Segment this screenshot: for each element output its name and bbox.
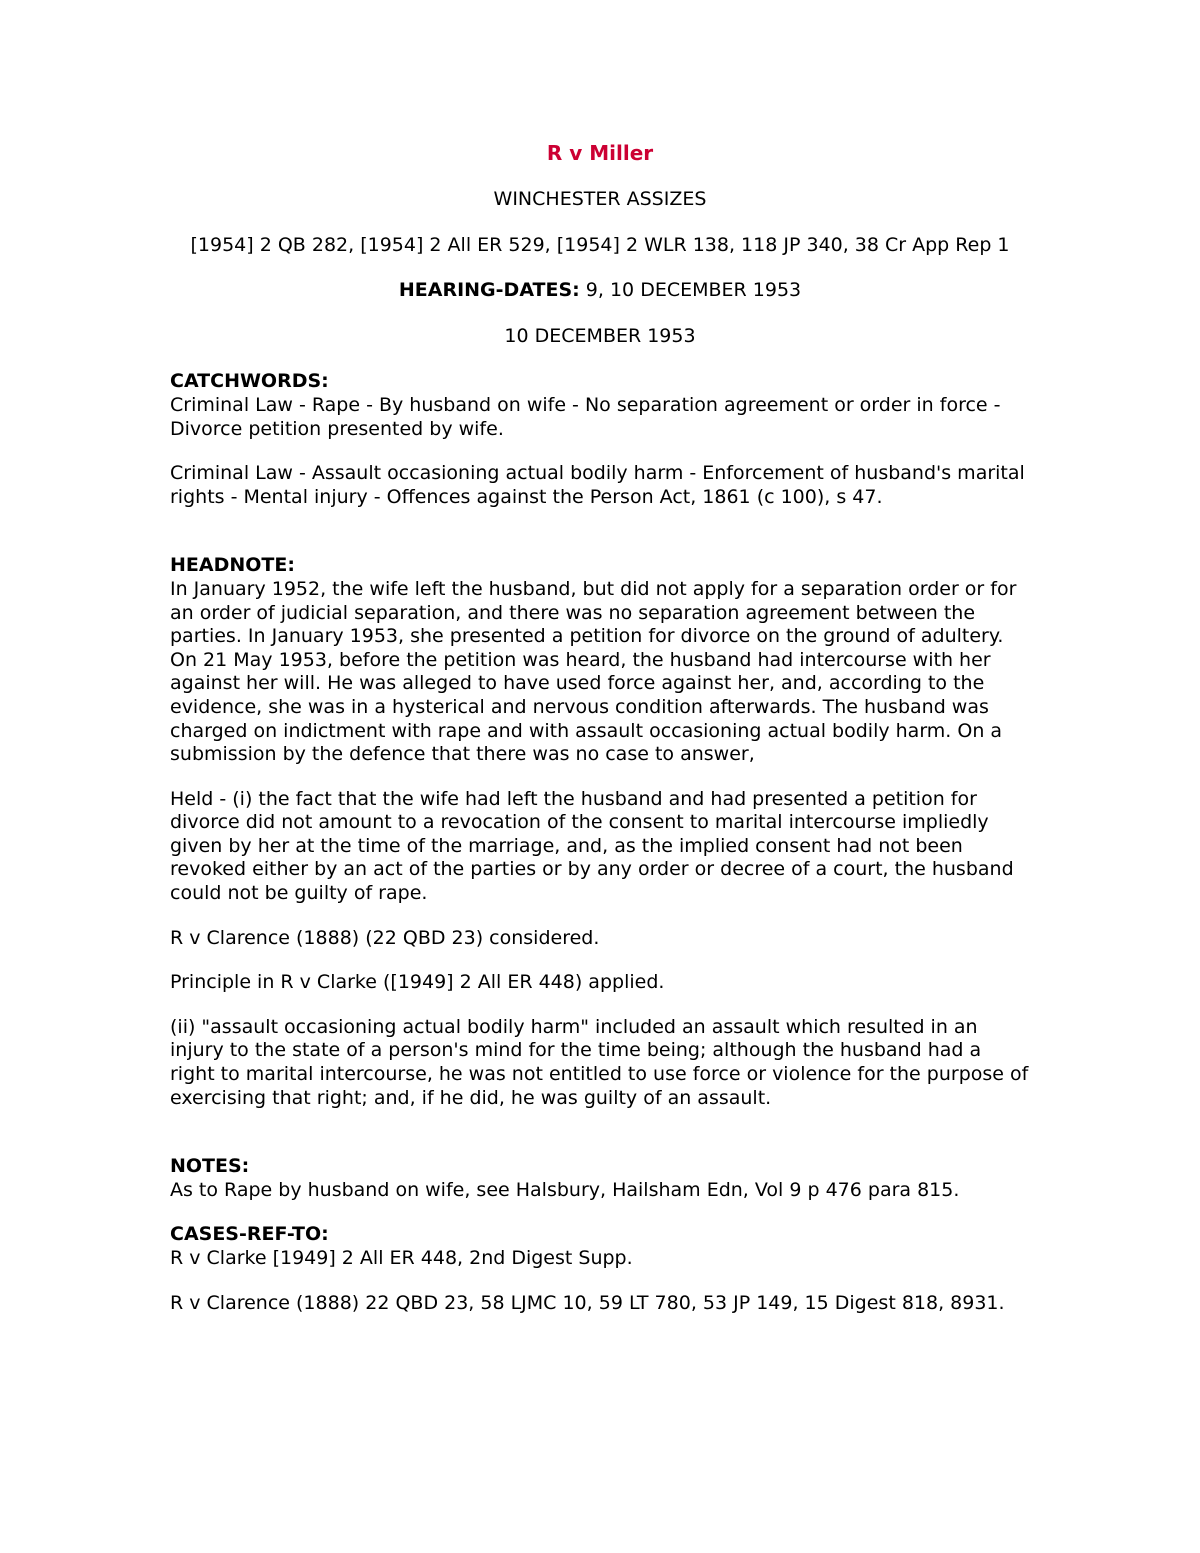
hearing-dates	[170, 279, 1030, 303]
decision-date: 10 DECEMBER 1953	[504, 324, 696, 347]
headnote-text-1: In January 1952, the wife left the husband, but did not apply for a separation order or for an order of judicial separation, and there was no separation agreement between the parties. In January 1953, she presented a petition for divorce on the ground of adultery. On 21 May 1953, before the petition was heard, the husband had intercourse with her against her will. He was alleged to have used force against her, and, according to the evidence, she was in a hysterical and nervous condition afterwards. The husband was charged on indictment with rape and with assault occasioning actual bodily harm. On a submission by the defence that there was no case to answer,	[170, 577, 1017, 766]
headnote-paragraph-4: Principle in R v Clarke ([1949] 2 All ER 448) applied.	[170, 971, 665, 994]
section-gap	[170, 530, 1030, 554]
headnote-heading: HEADNOTE:	[170, 554, 295, 577]
cases-ref-text-1: R v Clarke [1949] 2 All ER 448, 2nd Digest Supp.	[170, 1247, 633, 1269]
catchwords-text-1: Criminal Law - Rape - By husband on wife - No separation agreement or order in force - Divorce petition presented by wife.	[170, 393, 1001, 440]
headnote-paragraph-1	[170, 554, 1030, 766]
headnote-paragraph-3: R v Clarence (1888) (22 QBD 23) considered.	[170, 926, 600, 949]
case-citation: [1954] 2 QB 282, [1954] 2 All ER 529, [1954] 2 WLR 138, 118 JP 340, 38 Cr App Rep 1	[190, 233, 1010, 256]
notes-paragraph-1	[170, 1155, 1030, 1202]
catchwords-paragraph-1	[170, 370, 1030, 441]
headnote-paragraph-5: (ii) "assault occasioning actual bodily harm" included an assault which resulted in an injury to the state of a person's mind for the time being; although the husband had a right to marital intercourse, he was not entitled to use force or violence for the purpose of exercising that right; and, if he did, he was guilty of an assault.	[170, 1015, 1029, 1109]
notes-heading: NOTES:	[170, 1155, 250, 1178]
cases-ref-paragraph-1	[170, 1223, 1030, 1270]
section-gap	[170, 1131, 1030, 1155]
court-name: WINCHESTER ASSIZES	[493, 188, 707, 210]
case-title: R v Miller	[546, 141, 654, 165]
hearing-dates-value: 9, 10 DECEMBER 1953	[579, 279, 802, 302]
cases-ref-heading: CASES-REF-TO:	[170, 1223, 329, 1246]
cases-ref-paragraph-2: R v Clarence (1888) 22 QBD 23, 58 LJMC 10, 59 LT 780, 53 JP 149, 15 Digest 818, 8931.	[170, 1291, 1005, 1314]
document-page	[170, 140, 1030, 1336]
catchwords-paragraph-2: Criminal Law - Assault occasioning actual bodily harm - Enforcement of husband's marital rights - Mental injury - Offences against the Person Act, 1861 (c 100), s 47.	[170, 462, 1025, 508]
notes-text-1: As to Rape by husband on wife, see Halsbury, Hailsham Edn, Vol 9 p 476 para 815.	[170, 1178, 960, 1201]
catchwords-heading: CATCHWORDS:	[170, 370, 329, 393]
hearing-dates-label: HEARING-DATES:	[398, 279, 580, 302]
headnote-paragraph-2: Held - (i) the fact that the wife had left the husband and had presented a petition for divorce did not amount to a revocation of the consent to marital intercourse impliedly given by her at the time of the marriage, and, as the implied consent had not been revoked either by an act of the parties or by any order or decree of a court, the husband could not be guilty of rape.	[170, 787, 1014, 905]
